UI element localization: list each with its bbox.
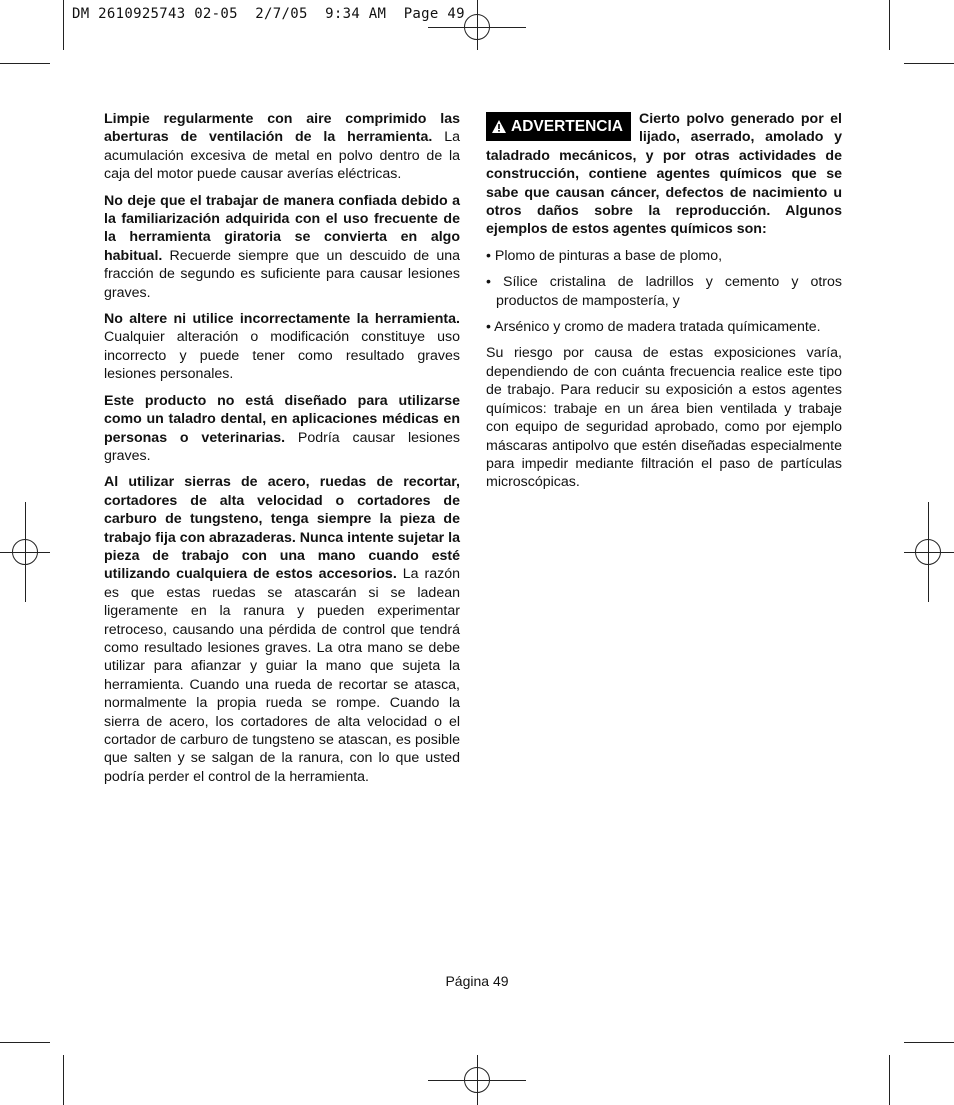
closing-paragraph: Su riesgo por causa de estas exposiciones varía, dependiendo de con cuánta frecuencia realice este tipo de trabajo. Para reducir su exposición a estos agentes químicos: trabaje en un área bien ventilada y trabaje con equipo de seguridad aprobado, como por ejemplo máscaras antipolvo que estén diseñadas especialmente para impedir mediante filtración el paso de partículas microscópicas.	[486, 345, 842, 491]
page-number: Página 49	[445, 973, 509, 989]
crop-mark	[63, 1055, 64, 1105]
crop-mark	[0, 63, 50, 64]
printer-slug: DM 2610925743 02-05 2/7/05 9:34 AM Page 49	[72, 6, 465, 22]
crop-mark	[904, 63, 954, 64]
warning-text: Cierto polvo generado por el lijado, aserrado, amolado y taladrado mecánicos, y por otras actividades de construcción, contiene agentes químicos que se sabe que causan cáncer, defectos de nacimiento u otros daños sobre la reproducción. Algunos ejemplos de estos agentes químicos son:	[486, 111, 842, 238]
crop-mark	[889, 0, 890, 50]
right-column	[486, 110, 842, 500]
safety-paragraph: No altere ni utilice incorrectamente la herramienta. Cualquier alteración o modificación constituye uso incorrecto y puede tener como resultado graves lesiones personales.	[104, 311, 460, 383]
crop-mark	[889, 1055, 890, 1105]
warning-label: ADVERTENCIA	[511, 118, 623, 135]
list-item: • Plomo de pinturas a base de plomo,	[486, 247, 723, 264]
safety-paragraph: Limpie regularmente con aire comprimido las aberturas de ventilación de la herramienta. La acumulación excesiva de metal en polvo dentro de la caja del motor puede causar averías eléctricas.	[104, 111, 460, 183]
safety-paragraph: No deje que el trabajar de manera confiada debido a la familiarización adquirida con el uso frecuente de la herramienta giratoria se convierta en algo habitual. Recuerde siempre que un descuido de una fracción de segundo es suficiente para causar lesiones graves.	[104, 192, 460, 301]
crop-mark	[904, 1042, 954, 1043]
list-item: • Arsénico y cromo de madera tratada químicamente.	[486, 319, 821, 336]
warning-badge	[486, 112, 631, 141]
left-column	[104, 110, 460, 794]
warning-paragraph	[486, 110, 842, 239]
safety-paragraph: Al utilizar sierras de acero, ruedas de recortar, cortadores de alta velocidad o cortadores de carburo de tungsteno, tenga siempre la pieza de trabajo fija con abrazaderas. Nunca intente sujetar la pieza de trabajo con una mano cuando esté utilizando cualquiera de estos accesorios. La razón es que estas ruedas se atascarán si se ladean ligeramente en la ranura y pueden experimentar retroceso, causando una pérdida de control que tendrá como resultado lesiones graves. La otra mano se debe utilizar para afianzar y guiar la mano que sujeta la herramienta. Cuando una rueda de recortar se atasca, normalmente la propia rueda se rompe. Cuando la sierra de acero, los cortadores de alta velocidad o el cortador de carburo de tungsteno se atascan, es posible que salten y se salgan de la ranura, con lo que usted podría perder el control de la herramienta.	[104, 474, 460, 785]
list-item: • Sílice cristalina de ladrillos y cemento y otros productos de mampostería, y	[486, 274, 842, 309]
crop-mark	[63, 0, 64, 50]
warning-triangle-icon	[492, 120, 506, 133]
safety-paragraph: Este producto no está diseñado para utilizarse como un taladro dental, en aplicaciones médicas en personas o veterinarias. Podría causar lesiones graves.	[104, 392, 461, 464]
crop-mark	[0, 1042, 50, 1043]
